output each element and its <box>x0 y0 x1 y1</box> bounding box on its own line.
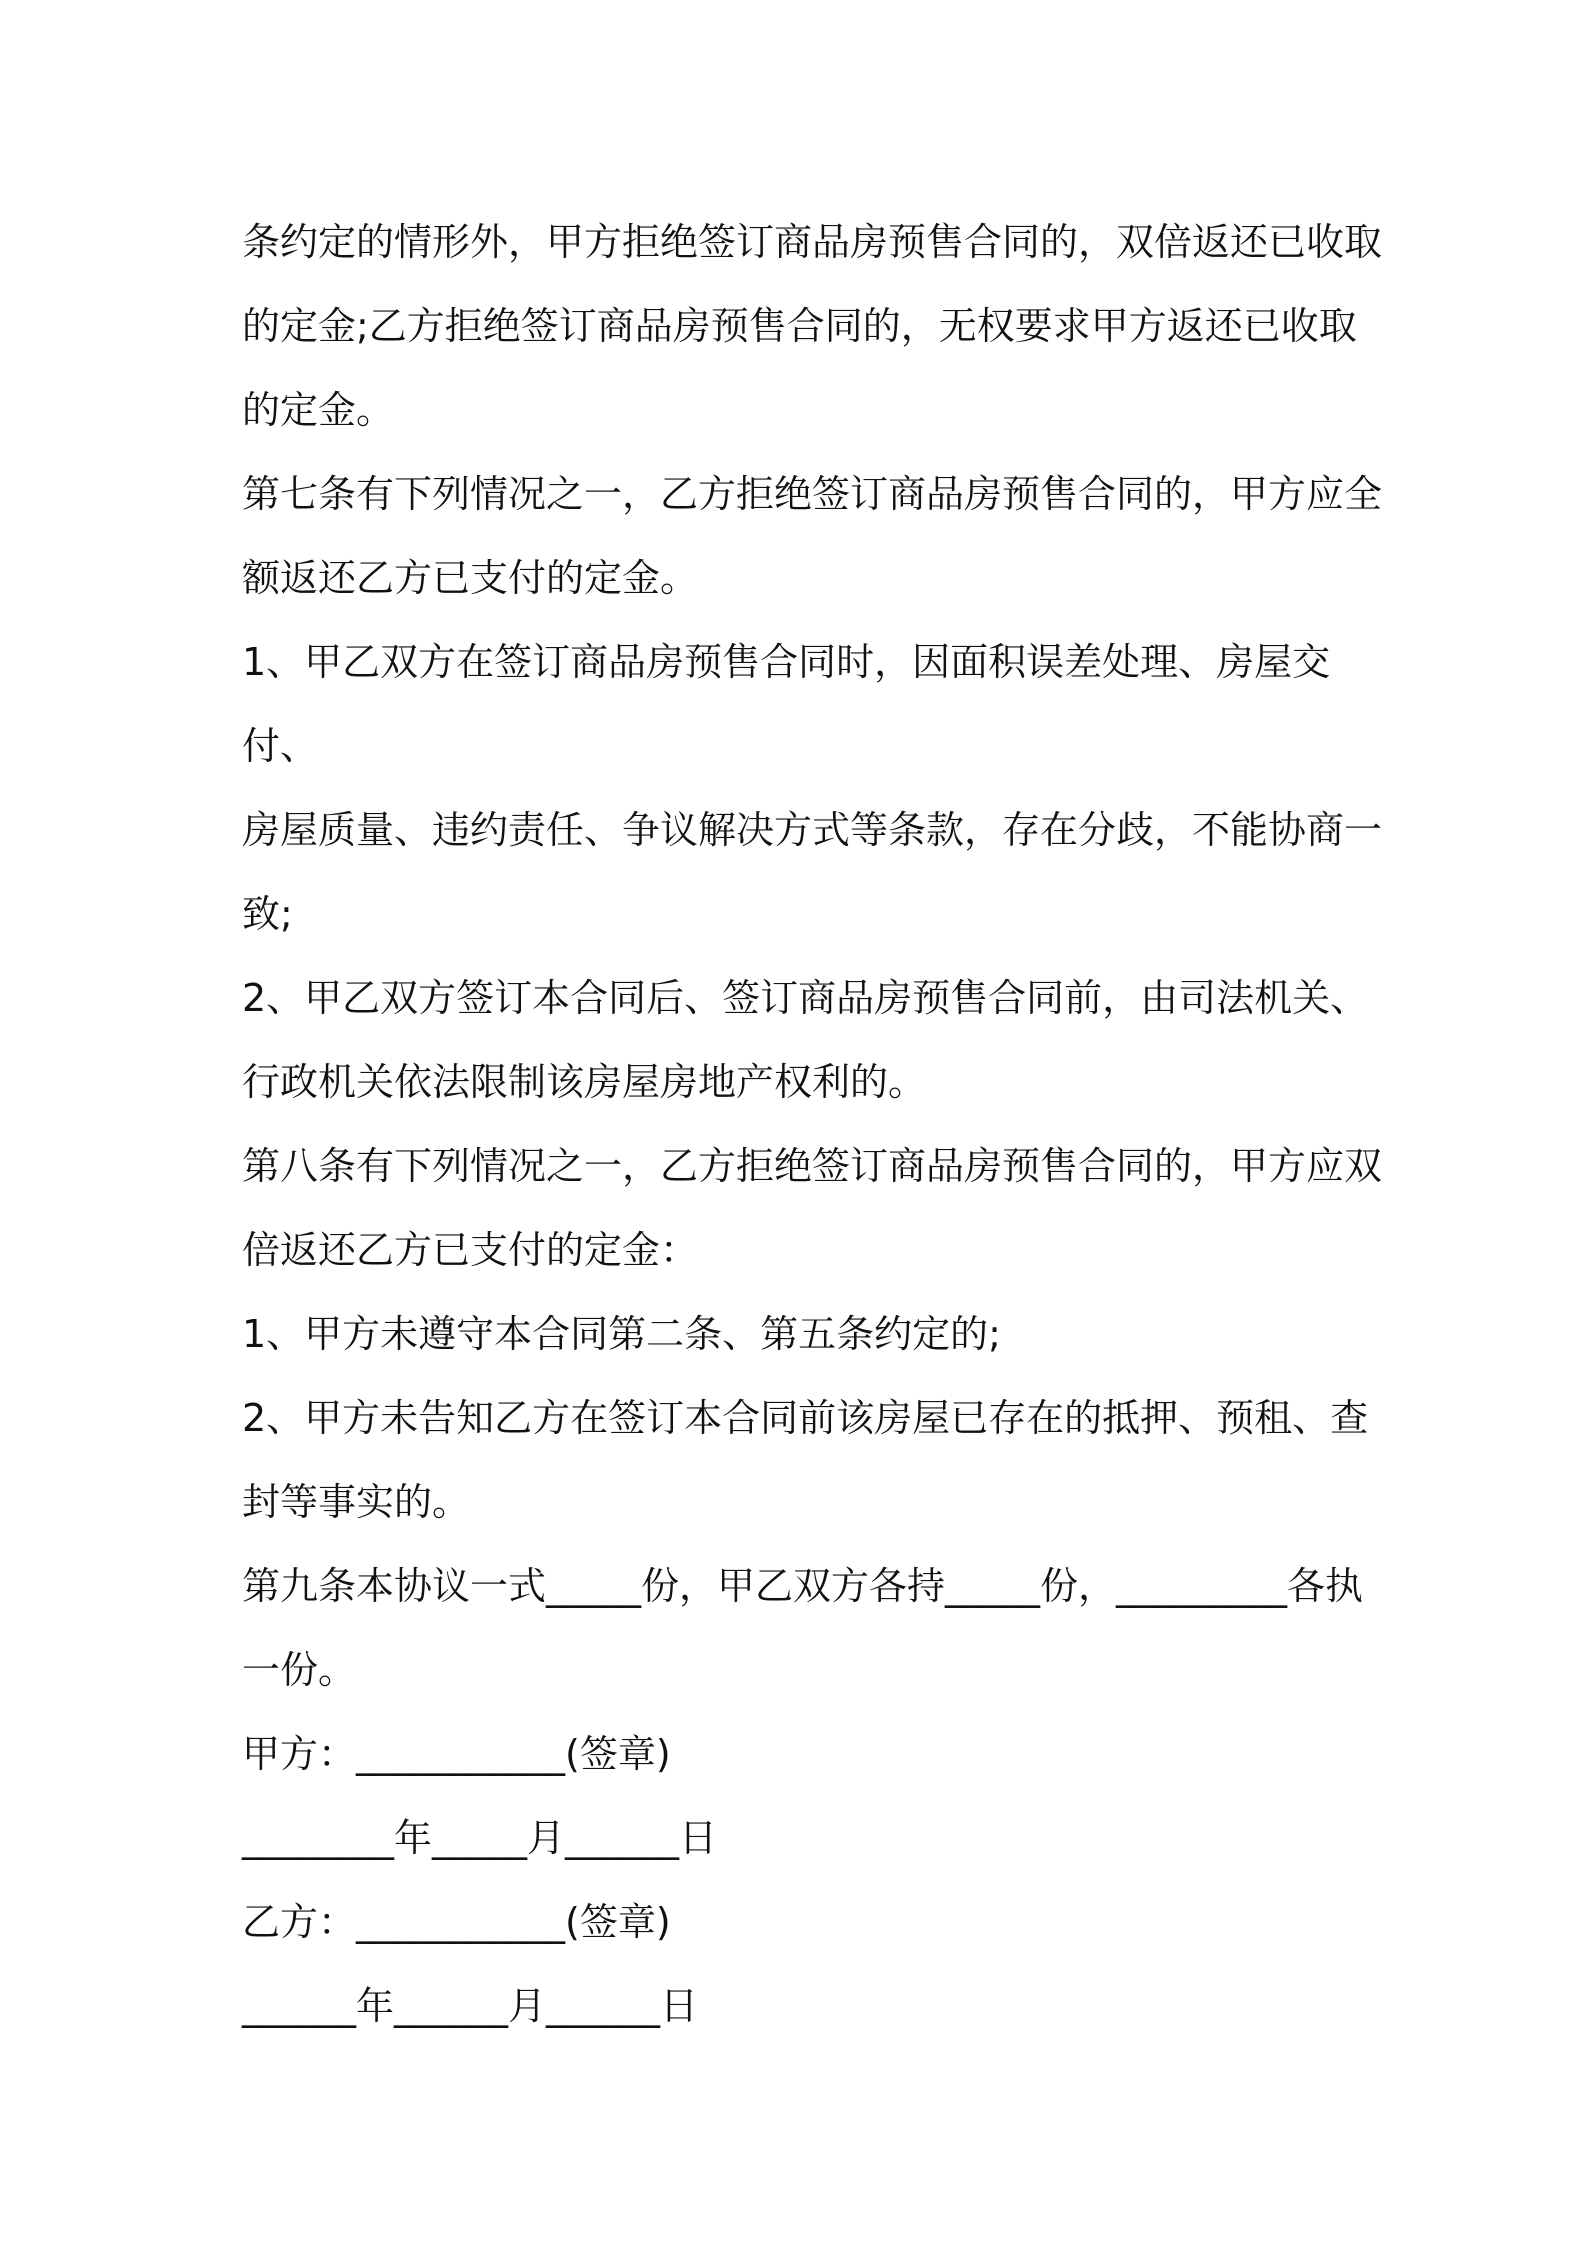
text-line: 的定金;乙方拒绝签订商品房预售合同的，无权要求甲方返还已收取 <box>242 304 1357 348</box>
list-item-line: 2、甲方未告知乙方在签订本合同前该房屋已存在的抵押、预租、查 <box>242 1396 1369 1440</box>
party-b-signature-line: 乙方：___________(签章) <box>242 1900 671 1944</box>
article-nine-line: 第九条本协议一式_____份，甲乙双方各持_____份，_________各执 <box>242 1564 1364 1608</box>
document-body <box>242 200 1392 2048</box>
party-b-date-line: ______年______月______日 <box>242 1984 699 2028</box>
text-line: 的定金。 <box>242 388 395 432</box>
party-a-signature-line: 甲方：___________(签章) <box>242 1732 671 1776</box>
list-item-line: 2、甲乙双方签订本合同后、签订商品房预售合同前，由司法机关、 <box>242 976 1369 1020</box>
list-item-line: 1、甲方未遵守本合同第二条、第五条约定的; <box>242 1312 1001 1356</box>
list-item-line: 1、甲乙双方在签订商品房预售合同时，因面积误差处理、房屋交付、 <box>242 640 1331 768</box>
text-line: 额返还乙方已支付的定金。 <box>242 556 699 600</box>
text-line: 致; <box>242 892 293 936</box>
text-line: 行政机关依法限制该房屋房地产权利的。 <box>242 1060 927 1104</box>
article-eight-line: 第八条有下列情况之一，乙方拒绝签订商品房预售合同的，甲方应双 <box>242 1144 1383 1188</box>
text-line: 房屋质量、违约责任、争议解决方式等条款，存在分歧，不能协商一 <box>242 808 1383 852</box>
text-line: 封等事实的。 <box>242 1480 471 1524</box>
text-line: 一份。 <box>242 1648 357 1692</box>
text-line: 条约定的情形外，甲方拒绝签订商品房预售合同的，双倍返还已收取 <box>242 220 1383 264</box>
text-line: 倍返还乙方已支付的定金： <box>242 1228 699 1272</box>
party-a-date-line: ________年_____月______日 <box>242 1816 718 1860</box>
article-seven-line: 第七条有下列情况之一，乙方拒绝签订商品房预售合同的，甲方应全 <box>242 472 1383 516</box>
